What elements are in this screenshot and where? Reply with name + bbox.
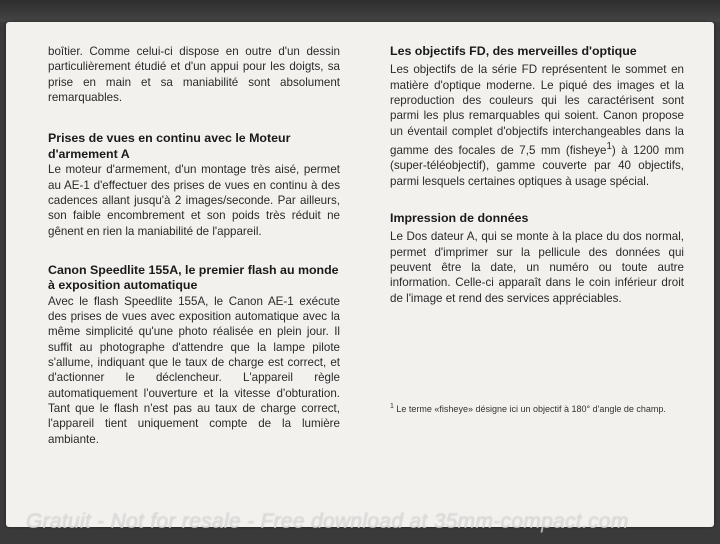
watermark: Gratuit - Not for resale - Free download at 35mm-compact.com [26,510,629,533]
left-column [48,44,340,447]
right-column [390,44,684,416]
lenses-body-start: Les objectifs de la série FD représentent le sommet en matière d'optique moderne. Le piqué des images et la reproduction des couleurs qui les caractérisent sont parmi les plus remarquables qui soient. Canon propose un éventail complet d'objectifs interchangeables dans la gamme des focales de 7,5 mm (fisheye [390,63,684,157]
speedlite-body: Avec le flash Speedlite 155A, le Canon AE-1 exécute des prises de vues avec exposition automatique avec la même simplicité qu'une photo réalisée en plein jour. Il suffit au photographe d'attendre que la lampe pilote s'allume, indiquant que le taux de charge est correct, et d'actionner le déclencheur. L'appareil règle automatiquement l'ouverture et la vitesse d'obturation. Tant que le flash n'est pas au taux de charge correct, l'appareil tient uniquement compte de la lumière ambiante. [48,294,340,446]
motor-body: Le moteur d'armement, d'un montage très aisé, permet au AE-1 d'effectuer des prises de vues en continu à des cadences allant jusqu'à 2 images/seconde. Par ailleurs, son faible encombrement et son poids très réduit ne gênent en rien la maniabilité de l'appareil. [48,163,340,238]
lenses-heading: Les objectifs FD, des merveilles d'optique [390,44,637,58]
lenses-body [390,62,684,189]
footnote-number: 1 [390,403,394,411]
motor-heading: Prises de vues en continu avec le Moteur d'armement A [48,131,291,161]
footnote [390,401,684,416]
footnote-text: Le terme «fisheye» désigne ici un objectif à 180° d'angle de champ. [393,404,666,415]
data-imprint-heading: Impression de données [390,211,529,226]
speedlite-heading: Canon Speedlite 155A, le premier flash au monde à exposition automatique [48,262,339,293]
data-imprint-body: Le Dos dateur A, qui se monte à la place du dos normal, permet d'imprimer sur la pellicule des données qui peuvent être la date, un numéro ou toute autre information. Celle-ci apparaît dans le coin inférieur droit de l'image et rend des services appréciables. [390,230,684,305]
footnote-marker: 1 [606,141,612,153]
manual-page [6,22,714,527]
intro-paragraph: boîtier. Comme celui-ci dispose en outre d'un dessin particulièrement étudié et d'un appui pour les doigts, sa prise en main et sa maniabilité sont absolument remarquables. [48,45,340,105]
lenses-body-end: ) à 1200 mm (super-téléobjectif), gamme couverte par 40 objectifs, parmi lesquels certaines optiques à usage spécial. [390,143,684,188]
page-top-edge [0,0,720,22]
